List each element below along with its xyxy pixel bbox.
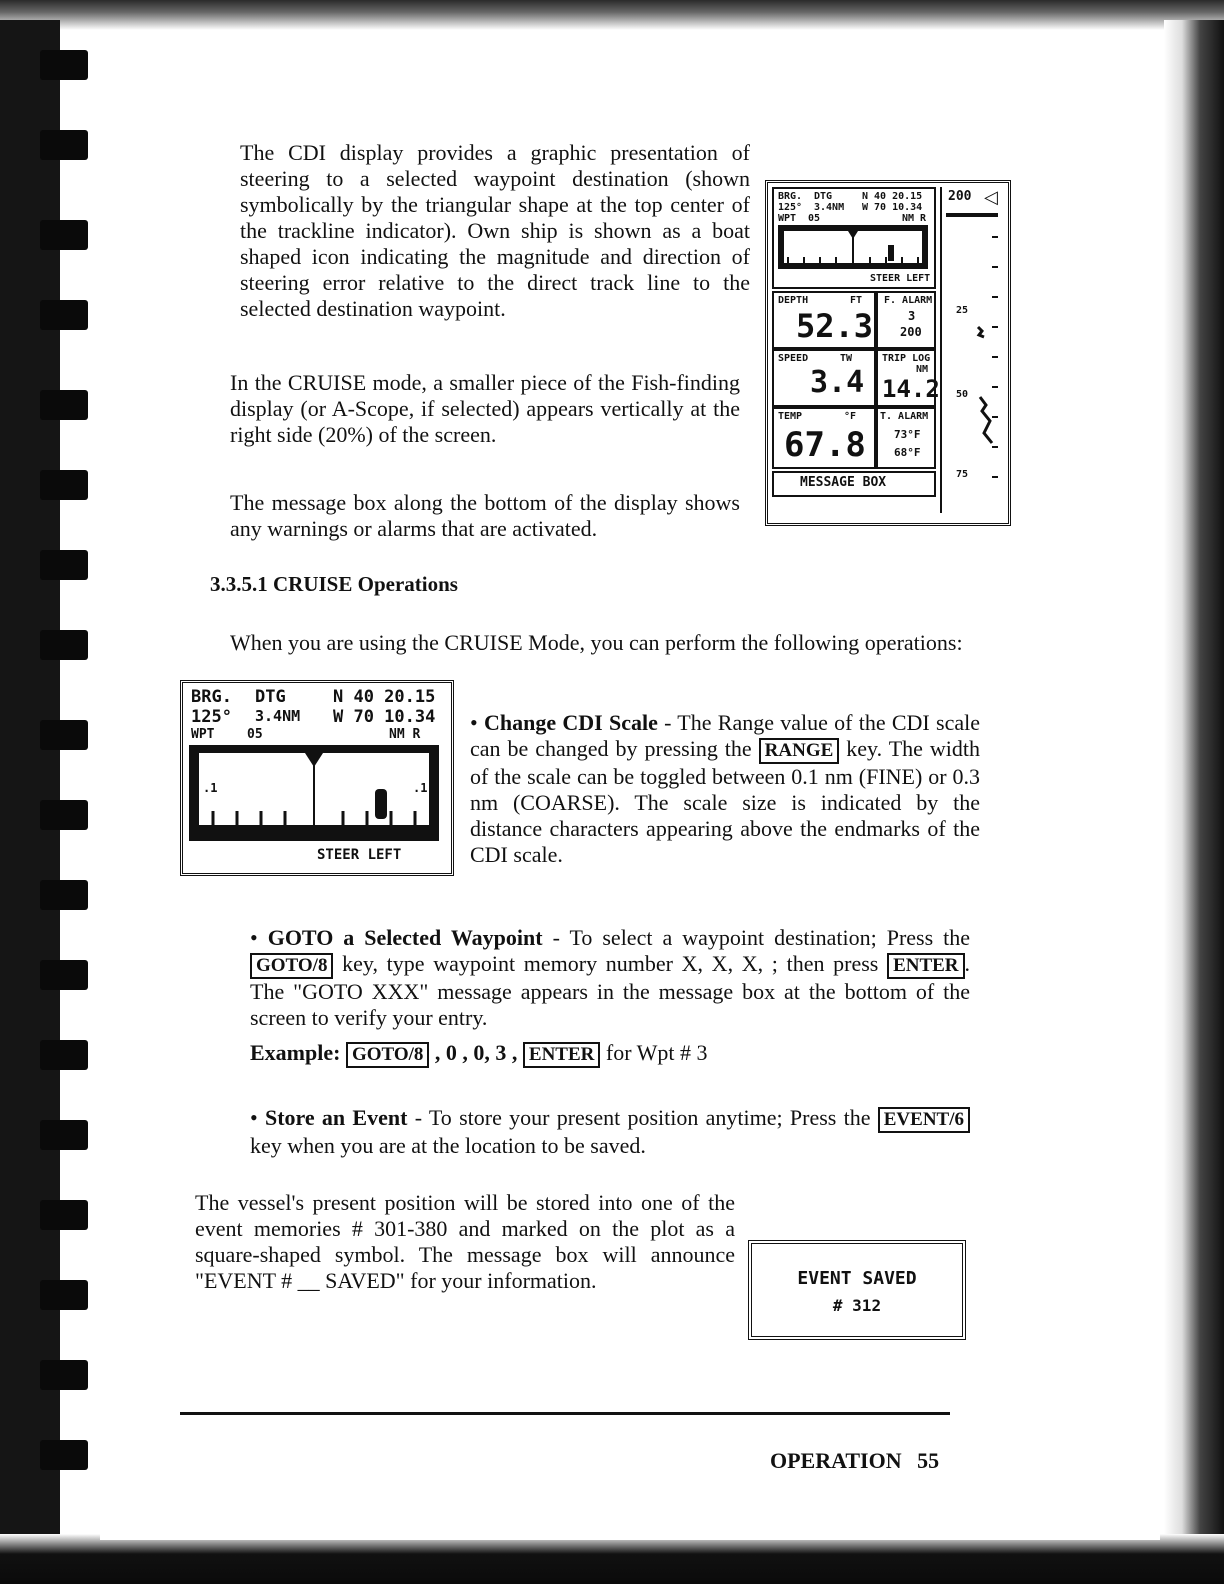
trip-log-label: TRIP LOG (882, 353, 931, 364)
speed-unit: TW (840, 353, 853, 364)
mini-brg-label: BRG. (778, 191, 803, 202)
temp-alarm-b: 68°F (894, 446, 921, 459)
event-saved-line1: EVENT SAVED (797, 1268, 917, 1289)
intro-paragraph-3: The message box along the bottom of the display shows any warnings or alarms that are activated. (230, 490, 740, 541)
range-pointer-icon: ◁ (984, 187, 998, 207)
footer-section: OPERATION (770, 1448, 902, 1473)
bullet-event-title: Store an Event (264, 1105, 408, 1130)
goto-key: GOTO/8 (250, 953, 333, 979)
bullet-dot-icon: • (250, 925, 268, 950)
event-saved-box (748, 1240, 966, 1340)
temp-label: TEMP (778, 411, 803, 422)
temp-unit: °F (844, 411, 857, 422)
cdi-dtg-value: 3.4NM (255, 707, 301, 725)
fish-alarm-cell (876, 291, 936, 349)
speed-value: 3.4 (810, 365, 865, 400)
mini-dtg-value: 3.4NM (814, 202, 845, 213)
intro-paragraph-2: In the CRUISE mode, a smaller piece of the Fish-finding display (or A-Scope, if selected) appears vertically at the right side (20%) of the screen. (230, 370, 740, 447)
scan-bottom-edge (0, 1534, 1224, 1584)
sonar-returns (942, 187, 1004, 513)
temp-cell (772, 407, 876, 469)
message-box-text: MESSAGE BOX (800, 475, 887, 490)
scale-50: 50 (956, 389, 969, 400)
temp-value: 67.8 (784, 425, 866, 465)
section-heading (210, 572, 610, 597)
scale-25: 25 (956, 305, 969, 316)
mini-lat: N 40 20.15 (862, 191, 923, 202)
cdi-wpt-label: WPT (191, 727, 215, 742)
scale-75: 75 (956, 469, 969, 480)
section-lead: When you are using the CRUISE Mode, you can perform the following operations: (230, 630, 963, 655)
mini-cdi-panel (772, 187, 936, 289)
example-digits: , 0 , 0, 3 , (434, 1040, 518, 1065)
bullet-cdi-title: Change CDI Scale (483, 710, 658, 735)
cdi-track-display (189, 745, 439, 841)
cdi-brg-value: 125° (191, 707, 232, 727)
fishfinder-strip (940, 187, 1004, 513)
mini-lon: W 70 10.34 (862, 202, 923, 213)
cdi-dtg-label: DTG (255, 687, 286, 707)
mini-steer-text: STEER LEFT (870, 273, 931, 284)
bullet-cdi-text-b: key. The width of the scale can be toggled between 0.1 nm (FINE) or 0.3 nm (COARSE). The scale size is indicated by the distance characters appearing above the endmarks of the CDI scale. (470, 736, 980, 867)
bullet-event-text-a: - To store your present position anytime; Press the (414, 1105, 871, 1130)
example-goto-key: GOTO/8 (346, 1042, 429, 1068)
mini-wpt-value: 05 (808, 213, 821, 224)
cdi-lon: W 70 10.34 (333, 707, 436, 727)
cdi-figure (180, 680, 454, 876)
section-title-caps: CRUISE (273, 572, 353, 596)
temp-alarm-a: 73°F (894, 428, 921, 441)
mini-dtg-label: DTG (814, 191, 833, 202)
bullet-cdi-text-a: - The Range value of the CDI scale can be changed by pressing the (470, 710, 980, 761)
scan-right-edge (1164, 20, 1224, 1560)
manual-page (100, 30, 1160, 1540)
cdi-right-mark: .1 (413, 781, 428, 795)
range-key: RANGE (759, 738, 840, 764)
fish-alarm-label: F. ALARM (884, 295, 933, 306)
trip-log-cell (876, 349, 940, 407)
cruise-screen-figure (765, 180, 1011, 526)
bullet-goto-title: GOTO a Selected Waypoint (267, 925, 543, 950)
example-tail: for Wpt # 3 (605, 1040, 708, 1065)
page-number: 55 (917, 1448, 940, 1473)
mini-wpt-label: WPT (778, 213, 797, 224)
bullet-goto-text-c: . The "GOTO XXX" message appears in the message box at the bottom of the screen to verify your entry. (250, 951, 971, 1030)
bullet-change-cdi (470, 710, 980, 868)
bullet-event-text-b: key when you are at the location to be saved. (250, 1133, 646, 1158)
bullet-goto-text-a: - To select a waypoint destination; Press the (552, 925, 971, 950)
cdi-brg-label: BRG. (191, 687, 232, 707)
cdi-wpt-value: 05 (247, 727, 263, 742)
footer-rule (180, 1412, 950, 1415)
cdi-steer-text: STEER LEFT (317, 847, 402, 863)
mini-cdi-track (778, 225, 928, 269)
cdi-nm-r: NM R (389, 727, 421, 742)
speed-cell (772, 349, 876, 407)
fish-alarm-b: 200 (900, 325, 922, 339)
scan-top-edge (0, 0, 1224, 30)
temp-alarm-cell (876, 407, 936, 469)
mini-brg-value: 125° (778, 202, 803, 213)
fish-alarm-a: 3 (908, 309, 916, 323)
example-enter-key: ENTER (523, 1042, 600, 1068)
depth-label: DEPTH (778, 295, 809, 306)
temp-alarm-label: T. ALARM (880, 411, 929, 422)
event-key: EVENT/6 (878, 1107, 970, 1133)
bullet-goto-text-b: key, type waypoint memory number X, X, X, ; then press (342, 951, 879, 976)
example-label: Example: (250, 1040, 341, 1065)
speed-label: SPEED (778, 353, 809, 364)
cdi-left-mark: .1 (203, 781, 218, 795)
bullet-goto (250, 925, 970, 1031)
depth-cell (772, 291, 876, 349)
mini-nm-r: NM R (902, 213, 927, 224)
enter-key: ENTER (887, 953, 964, 979)
bullet-dot-icon: • (470, 710, 484, 735)
cdi-lat: N 40 20.15 (333, 687, 436, 707)
depth-value: 52.3 (796, 307, 874, 345)
section-title: Operations (357, 572, 458, 596)
trip-log-value: 14.2 (882, 375, 940, 403)
event-saved-line2: # 312 (832, 1296, 882, 1315)
footer (770, 1448, 939, 1474)
closing-paragraph: The vessel's present position will be stored into one of the event memories # 301-380 and marked on the plot as a square-shaped symbol. The message box will announce "EVENT # __ SAVED" for your information. (195, 1190, 735, 1293)
depth-unit: FT (850, 295, 863, 306)
intro-paragraph-1: The CDI display provides a graphic presentation of steering to a selected waypoint destination (shown symbolically by the triangular shape at the top center of the trackline indicator). Own ship is shown as a boat shaped icon indicating the magnitude and direction of steering error relative to the direct track line to the selected destination waypoint. (240, 140, 750, 321)
range-value: 200 (948, 189, 972, 204)
example-line (250, 1040, 970, 1068)
trip-log-unit: NM (916, 364, 929, 375)
message-box (772, 471, 936, 497)
bullet-dot-icon: • (250, 1105, 265, 1130)
section-number: 3.3.5.1 (210, 572, 268, 596)
bullet-event (250, 1105, 970, 1159)
